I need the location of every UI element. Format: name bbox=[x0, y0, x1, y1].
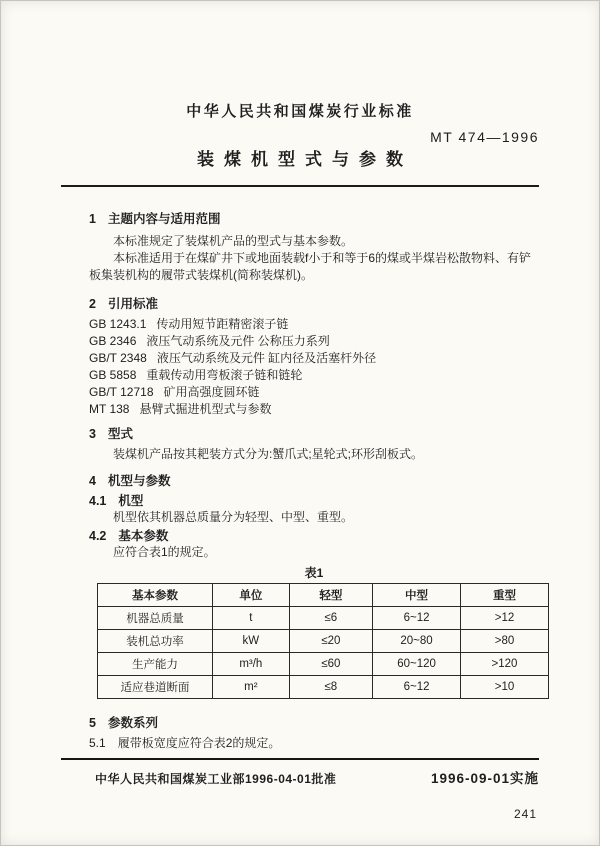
table-cell: 60~120 bbox=[373, 653, 461, 676]
table-1-wrapper bbox=[97, 583, 549, 699]
table-cell: m² bbox=[213, 676, 290, 699]
section-title: 基本参数 bbox=[118, 529, 169, 543]
section-title: 机型 bbox=[118, 494, 144, 508]
table-1 bbox=[97, 583, 549, 699]
table-cell: ≤8 bbox=[289, 676, 372, 699]
table-cell: >120 bbox=[461, 653, 549, 676]
reference-title: 重载传动用弯板滚子链和链轮 bbox=[146, 368, 303, 382]
paragraph: 装煤机产品按其耙装方式分为:蟹爪式;星轮式;环形刮板式。 bbox=[113, 447, 424, 461]
table-cell: 20~80 bbox=[373, 630, 461, 653]
table-cell: kW bbox=[213, 630, 290, 653]
reference-code: GB 2346 bbox=[89, 334, 137, 348]
reference-code: GB 1243.1 bbox=[89, 317, 147, 331]
table-cell: 机器总质量 bbox=[98, 607, 213, 630]
table-cell: 装机总功率 bbox=[98, 630, 213, 653]
implementation-date: 1996-09-01实施 bbox=[430, 771, 539, 786]
paragraph: 应符合表1的规定。 bbox=[113, 545, 216, 559]
reference-item bbox=[89, 316, 539, 333]
reference-title: 传动用短节距精密滚子链 bbox=[156, 317, 289, 331]
section-number: 5 bbox=[89, 716, 96, 730]
table-cell: ≤20 bbox=[289, 630, 372, 653]
reference-code: GB/T 12718 bbox=[89, 385, 154, 399]
section-title: 引用标准 bbox=[107, 297, 158, 311]
section-number: 3 bbox=[89, 427, 96, 441]
table-cell: 6~12 bbox=[373, 607, 461, 630]
table-cell: ≤60 bbox=[289, 653, 372, 676]
section-2-heading bbox=[89, 296, 539, 312]
reference-code: MT 138 bbox=[89, 402, 130, 416]
table-row bbox=[98, 653, 549, 676]
section-title: 机型与参数 bbox=[107, 474, 171, 488]
reference-code: GB/T 2348 bbox=[89, 351, 147, 365]
column-header: 中型 bbox=[373, 584, 461, 607]
table-row bbox=[98, 676, 549, 699]
section-number: 4 bbox=[89, 474, 96, 488]
section-4-2-heading bbox=[89, 528, 539, 544]
section-number: 4.2 bbox=[89, 529, 107, 543]
approval-statement: 中华人民共和国煤炭工业部1996-04-01批准 bbox=[95, 772, 337, 786]
section-4-1-heading bbox=[89, 493, 539, 509]
section-number: 2 bbox=[89, 297, 96, 311]
clause-text: 履带板宽度应符合表2的规定。 bbox=[117, 736, 281, 750]
section-number: 1 bbox=[89, 212, 96, 226]
section-4-heading bbox=[89, 473, 539, 489]
section-title: 参数系列 bbox=[107, 716, 158, 730]
footer bbox=[61, 758, 539, 787]
document-body bbox=[89, 211, 539, 752]
paragraph: 本标准适用于在煤矿井下或地面装载f小于和等于6的煤或半煤岩松散物料、有铲板集装机构的履带式装煤机(简称装煤机)。 bbox=[89, 251, 532, 282]
table-cell: 生产能力 bbox=[98, 653, 213, 676]
reference-item bbox=[89, 333, 539, 350]
section-3-heading bbox=[89, 426, 539, 442]
reference-list bbox=[89, 316, 539, 418]
reference-title: 矿用高强度圆环链 bbox=[163, 385, 260, 399]
header-rule bbox=[61, 185, 539, 187]
reference-code: GB 5858 bbox=[89, 368, 137, 382]
section-number: 4.1 bbox=[89, 494, 107, 508]
standard-category: 中华人民共和国煤炭行业标准 bbox=[186, 103, 414, 120]
table-cell: >12 bbox=[461, 607, 549, 630]
reference-item bbox=[89, 367, 539, 384]
paragraph: 本标准规定了装煤机产品的型式与基本参数。 bbox=[113, 234, 354, 248]
table-row bbox=[98, 630, 549, 653]
table-header-row bbox=[98, 584, 549, 607]
reference-title: 液压气动系统及元件 缸内径及活塞杆外径 bbox=[156, 351, 377, 365]
table-cell: >80 bbox=[461, 630, 549, 653]
table-1-caption: 表1 bbox=[304, 566, 324, 580]
section-5-heading bbox=[89, 715, 539, 731]
section-title: 型式 bbox=[107, 427, 133, 441]
clause-number: 5.1 bbox=[89, 736, 106, 750]
standard-number: MT 474—1996 bbox=[430, 129, 539, 145]
clause-5-1 bbox=[89, 735, 539, 752]
table-cell: 6~12 bbox=[373, 676, 461, 699]
column-header: 重型 bbox=[461, 584, 549, 607]
reference-item bbox=[89, 350, 539, 367]
table-cell: t bbox=[213, 607, 290, 630]
table-cell: m³/h bbox=[213, 653, 290, 676]
column-header: 单位 bbox=[213, 584, 290, 607]
reference-title: 液压气动系统及元件 公称压力系列 bbox=[146, 334, 330, 348]
section-title: 主题内容与适用范围 bbox=[107, 212, 221, 226]
table-cell: ≤6 bbox=[289, 607, 372, 630]
reference-item bbox=[89, 384, 539, 401]
reference-item bbox=[89, 401, 539, 418]
page-number: 241 bbox=[513, 807, 537, 821]
table-cell: >10 bbox=[461, 676, 549, 699]
document-title: 装煤机型式与参数 bbox=[197, 150, 413, 169]
column-header: 轻型 bbox=[289, 584, 372, 607]
table-cell: 适应巷道断面 bbox=[98, 676, 213, 699]
section-1-heading bbox=[89, 211, 539, 227]
paragraph: 机型依其机器总质量分为轻型、中型、重型。 bbox=[113, 510, 354, 524]
reference-title: 悬臂式掘进机型式与参数 bbox=[139, 402, 272, 416]
table-row bbox=[98, 607, 549, 630]
column-header: 基本参数 bbox=[98, 584, 213, 607]
